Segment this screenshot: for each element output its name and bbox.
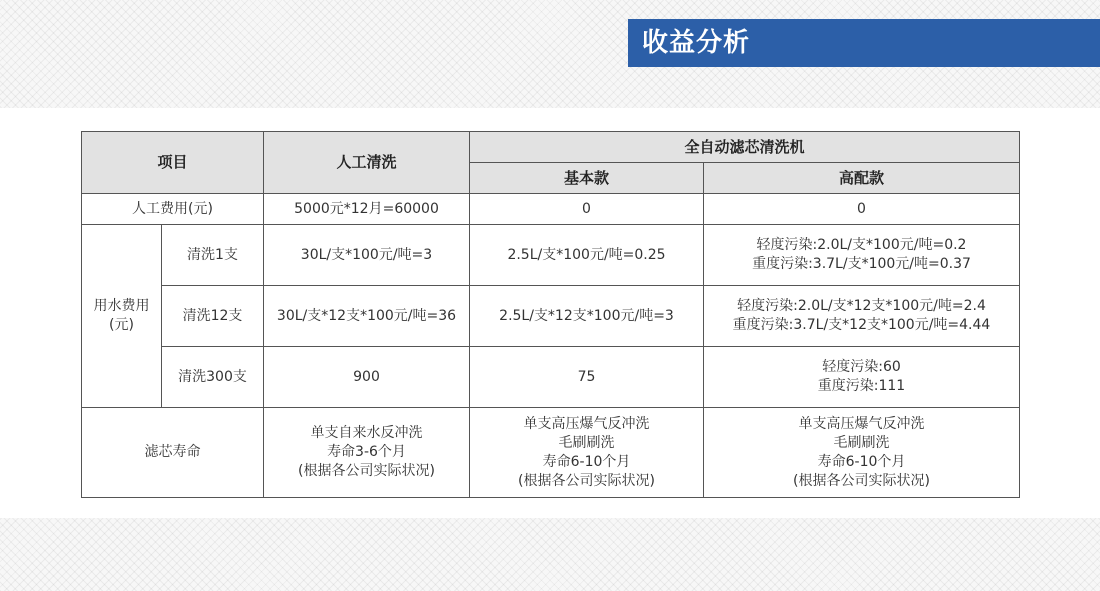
filter-life-line: (根据各公司实际状况) [518,472,655,489]
filter-life-line: 单支高压爆气反冲洗 [523,415,650,432]
header-item: 项目 [82,132,264,194]
water-premium-heavy: 重度污染:3.7L/支*12支*100元/吨=4.44 [732,317,991,333]
banner-title: 收益分析 [642,28,751,58]
water-basic: 2.5L/支*12支*100元/吨=3 [470,286,704,347]
labor-label: 人工费用(元) [82,194,264,225]
filter-life-line: 寿命6-10个月 [542,453,631,470]
filter-life-line: 单支自来水反冲洗 [310,425,423,441]
water-row-label: 清洗12支 [162,286,264,347]
labor-premium: 0 [704,194,1020,225]
water-premium-light: 轻度污染:2.0L/支*12支*100元/吨=2.4 [737,298,986,314]
header-basic-model: 基本款 [470,163,704,194]
water-cost-label-line1: 用水费用 [93,298,150,314]
labor-manual: 5000元*12月=60000 [264,194,470,225]
water-row-label: 清洗300支 [162,347,264,408]
water-manual: 30L/支*12支*100元/吨=36 [264,286,470,347]
table-row-labor [82,194,1020,225]
filter-life-line: 毛刷刷洗 [558,434,615,451]
table-row-water-12 [82,286,1020,347]
water-premium-light: 轻度污染:60 [822,359,901,375]
filter-life-basic [470,408,704,498]
water-manual: 900 [264,347,470,408]
water-manual: 30L/支*100元/吨=3 [264,225,470,286]
filter-life-line: 单支高压爆气反冲洗 [798,415,925,432]
header-premium-model: 高配款 [704,163,1020,194]
water-premium-heavy: 重度污染:3.7L/支*100元/吨=0.37 [752,256,971,272]
header-auto-cleaner: 全自动滤芯清洗机 [470,132,1020,163]
filter-life-label: 滤芯寿命 [82,408,264,498]
filter-life-line: 寿命3-6个月 [327,444,406,460]
water-premium [704,286,1020,347]
water-row-label: 清洗1支 [162,225,264,286]
water-premium [704,347,1020,408]
water-cost-label-line2: (元) [109,317,134,333]
filter-life-premium [704,408,1020,498]
filter-life-line: (根据各公司实际状况) [298,463,435,479]
filter-life-line: 寿命6-10个月 [817,453,906,470]
table-row-water-1 [82,225,1020,286]
water-basic: 2.5L/支*100元/吨=0.25 [470,225,704,286]
labor-basic: 0 [470,194,704,225]
header-manual-cleaning: 人工清洗 [264,132,470,194]
filter-life-line: 毛刷刷洗 [833,434,890,451]
water-premium-heavy: 重度污染:111 [817,378,906,394]
revenue-analysis-table [81,131,1020,498]
water-basic: 75 [470,347,704,408]
water-premium-light: 轻度污染:2.0L/支*100元/吨=0.2 [756,237,967,253]
water-premium [704,225,1020,286]
table-row-water-300 [82,347,1020,408]
filter-life-manual [264,408,470,498]
water-cost-label [82,225,162,408]
table-header-row [82,132,1020,163]
filter-life-line: (根据各公司实际状况) [793,472,930,489]
section-banner [628,19,1100,67]
table-row-filter-life [82,408,1020,498]
